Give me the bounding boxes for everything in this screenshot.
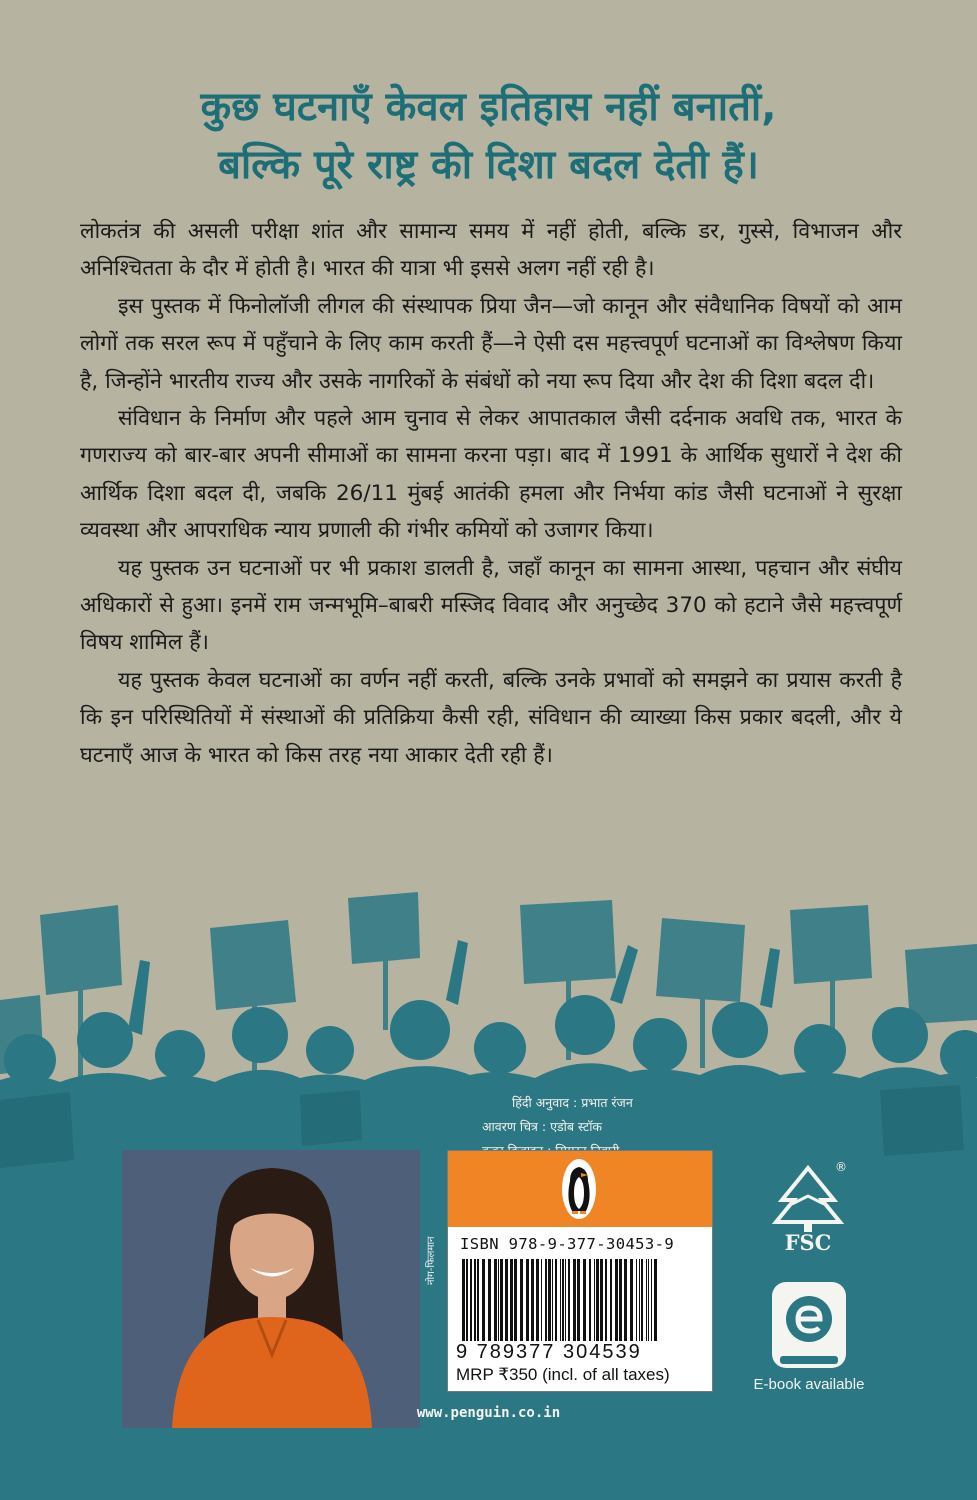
barcode-bar: [641, 1259, 643, 1341]
barcode-bar: [498, 1259, 499, 1341]
barcode-bar: [636, 1259, 637, 1341]
barcode-bar: [610, 1259, 612, 1341]
barcode-bar: [654, 1259, 657, 1341]
barcode-bar: [536, 1259, 539, 1341]
barcode-bar: [648, 1259, 649, 1341]
barcode-icon: [460, 1259, 700, 1341]
barcode-bar: [488, 1259, 491, 1341]
barcode-bar: [630, 1259, 633, 1341]
fsc-label: FSC: [784, 1230, 832, 1255]
registered-mark: ®: [835, 1160, 847, 1174]
barcode-bar: [619, 1259, 622, 1341]
barcode-bar: [526, 1259, 529, 1341]
barcode-panel: [447, 1150, 713, 1392]
barcode-bar: [505, 1259, 508, 1341]
penguin-logo-icon: [562, 1159, 596, 1219]
blurb-paragraph-4: यह पुस्तक उन घटनाओं पर भी प्रकाश डालती है, जहाँ कानून का सामना आस्था, पहचान और संघीय अधिकारों से हुआ। इनमें राम जन्मभूमि–बाबरी मस्जिद विवाद और अनुच्छेद 370 को हटाने जैसे महत्त्वपूर्ण विषय शामिल हैं।: [80, 555, 902, 656]
barcode-bar: [466, 1259, 468, 1341]
barcode-bar: [500, 1259, 503, 1341]
publisher-website: www.penguin.co.in: [416, 1405, 561, 1421]
translation-credit: हिंदी अनुवाद : प्रभात रंजन: [512, 1095, 633, 1110]
blurb-paragraph-1: लोकतंत्र की असली परीक्षा शांत और सामान्य समय में नहीं होती, बल्कि डर, गुस्से, विभाजन और अनिश्चितता के दौर में होती है। भारत की यात्रा भी इससे अलग नहीं रही है।: [80, 219, 902, 282]
barcode-bar: [482, 1259, 485, 1341]
barcode-bar: [639, 1259, 640, 1341]
headline-line-2: बल्कि पूरे राष्ट्र की दिशा बदल देती हैं।: [218, 142, 759, 188]
barcode-bar: [565, 1259, 566, 1341]
blurb-paragraph-2: इस पुस्तक में फिनोलॉजी लीगल की संस्थापक प्रिया जैन—जो कानून और संवैधानिक विषयों को आम लोगों तक सरल रूप में पहुँचाने के लिए काम करती हैं—ने ऐसी दस महत्त्वपूर्ण घटनाओं का विश्लेषण किया है, जिन्होंने भारतीय राज्य और उसके नागरिकों के संबंधों को नया रूप दिया और देश की दिशा बदल दी।: [80, 293, 902, 394]
barcode-number: 9 789377 304539: [456, 1341, 642, 1363]
barcode-bar: [494, 1259, 497, 1341]
barcode-bar: [589, 1259, 591, 1341]
barcode-bar: [651, 1259, 652, 1341]
author-photo: [122, 1150, 420, 1428]
blurb-paragraph-3: संविधान के निर्माण और पहले आम चुनाव से लेकर आपातकाल जैसी दर्दनाक अवधि तक, भारत के गणराज्य को बार-बार अपनी सीमाओं का सामना करना पड़ा। बाद में 1991 के आर्थिक सुधारों ने देश की आर्थिक दिशा बदल दी, जबकि 26/11 मुंबई आतंकी हमला और निर्भया कांड जैसी घटनाओं ने सुरक्षा व्यवस्था और आपराधिक न्याय प्रणाली की गंभीर कमियों को उजागर किया।: [80, 406, 902, 544]
barcode-bar: [514, 1259, 517, 1341]
ebook-available-label: E-book available: [753, 1376, 865, 1393]
price-label: MRP ₹350 (incl. of all taxes): [456, 1365, 670, 1384]
barcode-bar: [568, 1259, 570, 1341]
blurb-text: [80, 213, 902, 774]
barcode-bar: [577, 1259, 580, 1341]
barcode-bar: [573, 1259, 576, 1341]
barcode-bar: [510, 1259, 513, 1341]
barcode-bar: [594, 1259, 595, 1341]
barcode-bar: [624, 1259, 627, 1341]
headline-line-1: कुछ घटनाएँ केवल इतिहास नहीं बनातीं,: [200, 84, 777, 130]
barcode-bar: [552, 1259, 553, 1341]
isbn-text: ISBN 978-9-377-30453-9: [460, 1235, 675, 1253]
barcode-bar: [596, 1259, 599, 1341]
barcode-bar: [555, 1259, 557, 1341]
barcode-bar: [541, 1259, 542, 1341]
barcode-bar: [474, 1259, 476, 1341]
barcode-bar: [477, 1259, 479, 1341]
barcode-bar: [520, 1259, 523, 1341]
barcode-bar: [545, 1259, 547, 1341]
barcode-bar: [646, 1259, 647, 1341]
cover-image-credit: आवरण चित्र : एडोब स्टॉक: [482, 1119, 603, 1134]
blurb-paragraph-5: यह पुस्तक केवल घटनाओं का वर्णन नहीं करती, बल्कि उनके प्रभावों को समझने का प्रयास करती है कि इन परिस्थितियों में संस्थाओं की प्रतिक्रिया कैसी रही, संविधान की व्याख्या किस प्रकार बदली, और ये घटनाएँ आज के भारत को किस तरह नया आकार देती रही हैं।: [80, 667, 902, 768]
publisher-logo-band: [448, 1151, 712, 1227]
photo-credit: नोग-फिलमान: [426, 1236, 437, 1285]
barcode-bar: [615, 1259, 618, 1341]
barcode-bar: [605, 1259, 607, 1341]
barcode-bar: [548, 1259, 551, 1341]
barcode-bar: [531, 1259, 534, 1341]
barcode-bar: [600, 1259, 603, 1341]
barcode-bar: [462, 1259, 465, 1341]
barcode-bar: [583, 1259, 586, 1341]
ebook-icon: [768, 1278, 850, 1376]
barcode-bar: [560, 1259, 561, 1341]
barcode-bar: [470, 1259, 472, 1341]
author-photo-illustration: [122, 1150, 420, 1428]
barcode-bar: [562, 1259, 564, 1341]
